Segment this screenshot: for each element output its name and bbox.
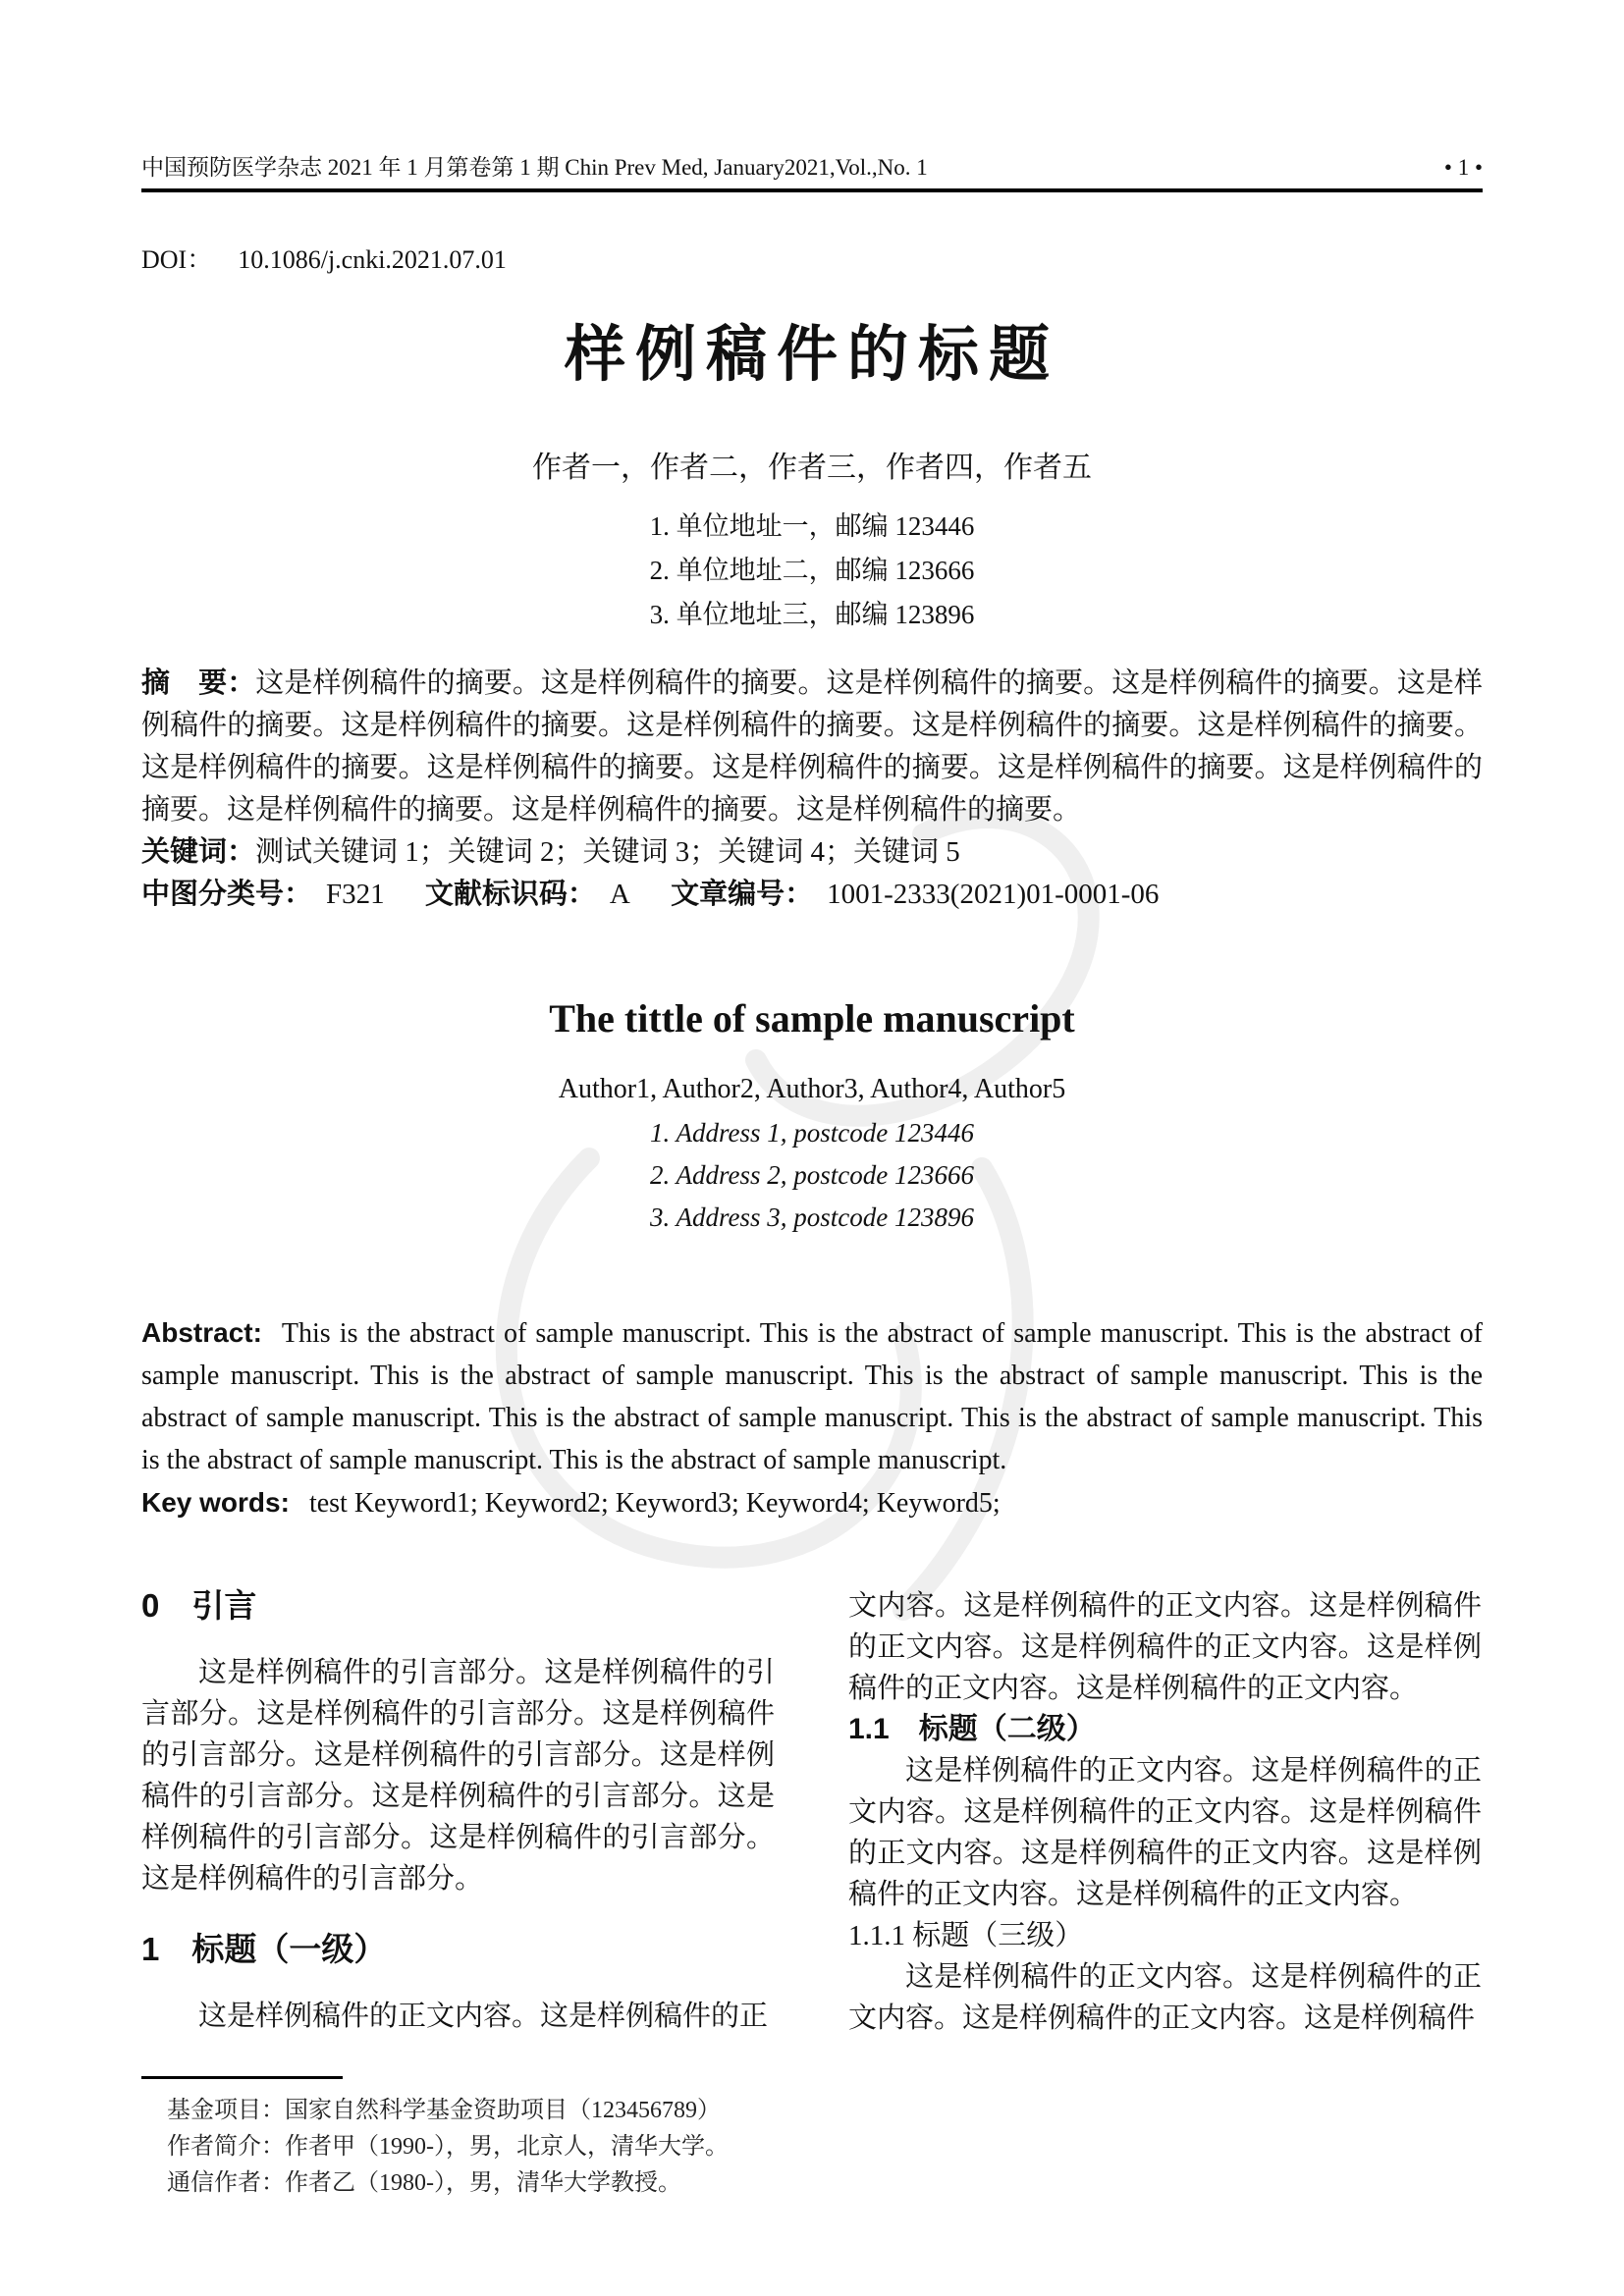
right-column bbox=[848, 1585, 1482, 2039]
chinese-abstract-text: 这是样例稿件的摘要。这是样例稿件的摘要。这是样例稿件的摘要。这是样例稿件的摘要。这是样例稿件的摘要。这是样例稿件的摘要。这是样例稿件的摘要。这是样例稿件的摘要。这是样例稿件的摘要。这是样例稿件的摘要。这是样例稿件的摘要。这是样例稿件的摘要。这是样例稿件的摘要。这是样例稿件的摘要。这是样例稿件的摘要。这是样例稿件的摘要。这是样例稿件的摘要。 bbox=[141, 667, 1483, 826]
section-heading-1-1: 1.1 标题（二级） bbox=[848, 1713, 1096, 1745]
article-id-label: 文章编号： bbox=[671, 879, 814, 910]
english-affiliation-1: 1. Address 1, postcode 123446 bbox=[650, 1118, 974, 1148]
english-affiliation-2: 2. Address 2, postcode 123666 bbox=[650, 1160, 974, 1190]
chinese-keywords bbox=[141, 831, 1483, 874]
chinese-title: 样例稿件的标题 bbox=[564, 322, 1059, 389]
footnote-corresponding-author: 通信作者：作者乙（1980-），男，清华大学教授。 bbox=[167, 2170, 681, 2196]
chinese-abstract bbox=[141, 663, 1483, 831]
clc-pair bbox=[141, 879, 385, 910]
journal-header-text: 中国预防医学杂志 2021 年 1 月第卷第 1 期 Chin Prev Med, January2021,Vol.,No. 1 bbox=[141, 155, 928, 180]
body-columns bbox=[141, 1585, 1483, 2039]
footnote-block bbox=[141, 2093, 1483, 2202]
chinese-keywords-label: 关键词： bbox=[141, 836, 256, 868]
article-id-pair bbox=[671, 879, 1159, 910]
section-1-paragraph: 这是样例稿件的正文内容。这是样例稿件的正 bbox=[198, 2001, 769, 2032]
chinese-authors: 作者一，作者二，作者三，作者四，作者五 bbox=[532, 452, 1092, 484]
english-keywords bbox=[141, 1481, 1483, 1524]
chinese-keywords-text: 测试关键词 1；关键词 2；关键词 3；关键词 4；关键词 5 bbox=[255, 836, 960, 868]
english-affiliation-3: 3. Address 3, postcode 123896 bbox=[650, 1202, 974, 1232]
left-column bbox=[141, 1585, 775, 2039]
chinese-abstract-label: 摘 要： bbox=[141, 667, 256, 699]
english-abstract-label: Abstract: bbox=[141, 1317, 262, 1348]
english-title: The tittle of sample manuscript bbox=[549, 996, 1075, 1041]
chinese-affiliation-3: 3. 单位地址三，邮编 123896 bbox=[649, 600, 975, 629]
clc-label: 中图分类号： bbox=[141, 879, 313, 910]
doc-code-label: 文献标识码： bbox=[424, 879, 596, 910]
english-authors: Author1, Author2, Author3, Author4, Author5 bbox=[558, 1074, 1066, 1104]
article-id-value: 1001-2333(2021)01-0001-06 bbox=[827, 879, 1160, 910]
english-affiliations bbox=[141, 1112, 1483, 1239]
header-rule bbox=[141, 188, 1483, 192]
chinese-affiliations bbox=[141, 505, 1483, 637]
chinese-affiliation-2: 2. 单位地址二，邮编 123666 bbox=[649, 556, 975, 585]
doi-value: 10.1086/j.cnki.2021.07.01 bbox=[238, 245, 507, 274]
english-abstract bbox=[141, 1311, 1483, 1481]
page-number: • 1 • bbox=[1443, 155, 1483, 180]
clc-value: F321 bbox=[326, 879, 385, 910]
doc-code-pair bbox=[425, 879, 630, 910]
doi-line bbox=[141, 240, 1483, 276]
english-keywords-label: Key words: bbox=[141, 1487, 290, 1518]
section-heading-1-1-1: 1.1.1 标题（三级） bbox=[848, 1920, 1084, 1951]
section-heading-1: 1 标题（一级） bbox=[141, 1931, 387, 1967]
intro-paragraph: 这是样例稿件的引言部分。这是样例稿件的引言部分。这是样例稿件的引言部分。这是样例稿件的引言部分。这是样例稿件的引言部分。这是样例稿件的引言部分。这是样例稿件的引言部分。这是样例稿件的引言部分。这是样例稿件的引言部分。这是样例稿件的引言部分。 bbox=[141, 1657, 775, 1895]
chinese-affiliation-1: 1. 单位地址一，邮编 123446 bbox=[649, 511, 975, 541]
section-heading-0: 0 引言 bbox=[141, 1587, 257, 1624]
section-1-1-1-paragraph: 这是样例稿件的正文内容。这是样例稿件的正文内容。这是样例稿件的正文内容。这是样例稿件 bbox=[848, 1961, 1482, 2034]
section-1-1-paragraph: 这是样例稿件的正文内容。这是样例稿件的正文内容。这是样例稿件的正文内容。这是样例稿件的正文内容。这是样例稿件的正文内容。这是样例稿件的正文内容。这是样例稿件的正文内容。 bbox=[848, 1755, 1482, 1910]
footnote-author-bio: 作者简介：作者甲（1990-），男，北京人，清华大学。 bbox=[167, 2134, 729, 2160]
footnote-fund-project: 基金项目：国家自然科学基金资助项目（123456789） bbox=[167, 2098, 721, 2123]
running-header bbox=[141, 0, 1483, 183]
doi-label: DOI： bbox=[141, 245, 213, 274]
english-abstract-text: This is the abstract of sample manuscript. This is the abstract of sample manuscript. This is the abstract of sample manuscript. This is the abstract of sample manuscript. This is the abstract of sample manuscript. This is the abstract of sample manuscript. This is the abstract of sample manuscript. This is the abstract of sample manuscript. This is the abstract of sample manuscript. This is the abstract of sample manuscript. bbox=[141, 1318, 1483, 1475]
classification-line bbox=[141, 874, 1483, 916]
doc-code-value: A bbox=[609, 879, 630, 910]
section-1-paragraph-continued: 文内容。这是样例稿件的正文内容。这是样例稿件的正文内容。这是样例稿件的正文内容。这是样例稿件的正文内容。这是样例稿件的正文内容。 bbox=[848, 1590, 1482, 1704]
footnote-rule bbox=[141, 2076, 343, 2079]
english-keywords-text: test Keyword1; Keyword2; Keyword3; Keyword4; Keyword5; bbox=[308, 1488, 1001, 1519]
